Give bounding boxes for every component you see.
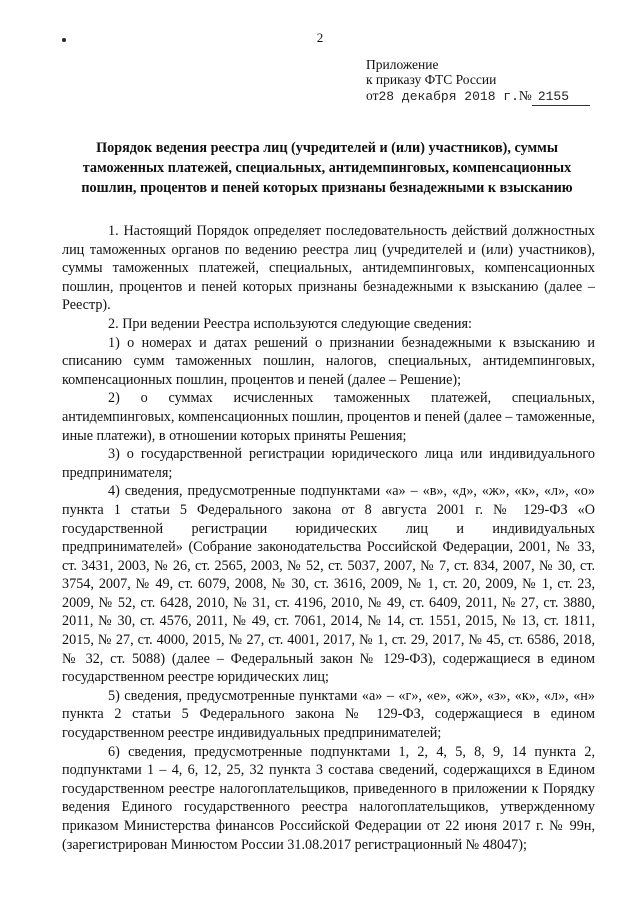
order-reference: к приказу ФТС России — [366, 72, 497, 87]
order-date: 28 декабря 2018 г. — [378, 89, 519, 104]
appendix-header — [366, 57, 606, 106]
subitem-2: 2) о суммах исчисленных таможенных платежей, специальных, антидемпинговых, компенсационных пошлин, процентов и пеней (далее – таможенные, иные платежи), в отношении которых приняты Решения; — [62, 390, 595, 444]
document-body — [62, 222, 595, 854]
document-title — [62, 138, 592, 198]
scan-speck — [62, 38, 66, 42]
appendix-label: Приложение — [366, 57, 439, 72]
paragraph-1: 1. Настоящий Порядок определяет последовательность действий должностных лиц таможенных органов по ведению реестра лиц (учредителей и (или) участников), суммы таможенных платежей, специальных, антидемпинговых, компенсационных пошлин, процентов и пеней которых признаны безнадежными к взысканию (далее – Реестр). — [62, 223, 595, 314]
order-date-line — [366, 87, 606, 106]
order-number: 2155 — [532, 88, 590, 106]
title-line: пошлин, процентов и пеней которых признаны безнадежными к взысканию — [81, 180, 573, 196]
page-number: 2 — [316, 30, 324, 45]
subitem-5: 5) сведения, предусмотренные пунктами «а» – «г», «е», «ж», «з», «к», «л», «н» пункта 2 статьи 5 Федерального закона № 129-ФЗ, содержащиеся в едином государственном реестре индивидуальных предпринимателей; — [62, 687, 595, 742]
title-line: Порядок ведения реестра лиц (учредителей и (или) участников), суммы — [96, 140, 558, 156]
subitem-6: 6) сведения, предусмотренные подпунктами 1, 2, 4, 5, 8, 9, 14 пункта 2, подпунктами 1 – 4, 6, 12, 25, 32 пункта 3 состава сведений, содержащихся в Едином государственном реестре налогоплательщиков, приведенного в приложении к Порядку ведения Единого государственного реестра налогоплательщиков, утвержденному приказом Министерства финансов Российской Федерации от 22 июня 2017 г. № 99н, (зарегистрирован Минюстом России 31.08.2017 регистрационный № 48047); — [62, 743, 595, 853]
subitem-4: 4) сведения, предусмотренные подпунктами «а» – «в», «д», «ж», «к», «л», «о» пункта 1 статьи 5 Федерального закона от 8 августа 2001 г. № 129-ФЗ «О государственной регистрации юридических лиц и индивидуальных предпринимателей» (Собрание законодательства Российской Федерации, 2001, № 33, ст. 3431, 2003, № 26, ст. 2565, 2003, № 52, ст. 5037, 2007, № 7, ст. 834, 2007, № 30, ст. 3754, 2007, № 49, ст. 6079, 2008, № 30, ст. 3616, 2009, № 1, ст. 20, 2009, № 1, ст. 23, 2009, № 52, ст. 6428, 2010, № 31, ст. 4196, 2010, № 49, ст. 6409, 2011, № 27, ст. 3880, 2011, № 30, ст. 4576, 2011, № 49, ст. 7061, 2014, № 14, ст. 1551, 2015, № 13, ст. 1811, 2015, № 27, ст. 4000, 2015, № 27, ст. 4001, 2017, № 1, ст. 29, 2017, № 45, ст. 6586, 2018, № 32, ст. 5088) (далее – Федеральный закон № 129-ФЗ), содержащиеся в едином государственном реестре юридических лиц; — [62, 483, 595, 686]
subitem-1: 1) о номерах и датах решений о признании безнадежными к взысканию и списанию сумм таможенных пошлин, налогов, специальных, антидемпинговых, компенсационных пошлин, процентов и пеней (далее – Решение); — [62, 334, 595, 388]
order-number-label: № — [518, 88, 532, 103]
subitem-3: 3) о государственной регистрации юридического лица или индивидуального предпринимателя; — [62, 446, 595, 481]
order-prefix: от — [366, 88, 379, 103]
paragraph-2: 2. При ведении Реестра используются следующие сведения: — [108, 315, 472, 332]
title-line: таможенных платежей, специальных, антидемпинговых, компенсационных — [82, 160, 572, 176]
